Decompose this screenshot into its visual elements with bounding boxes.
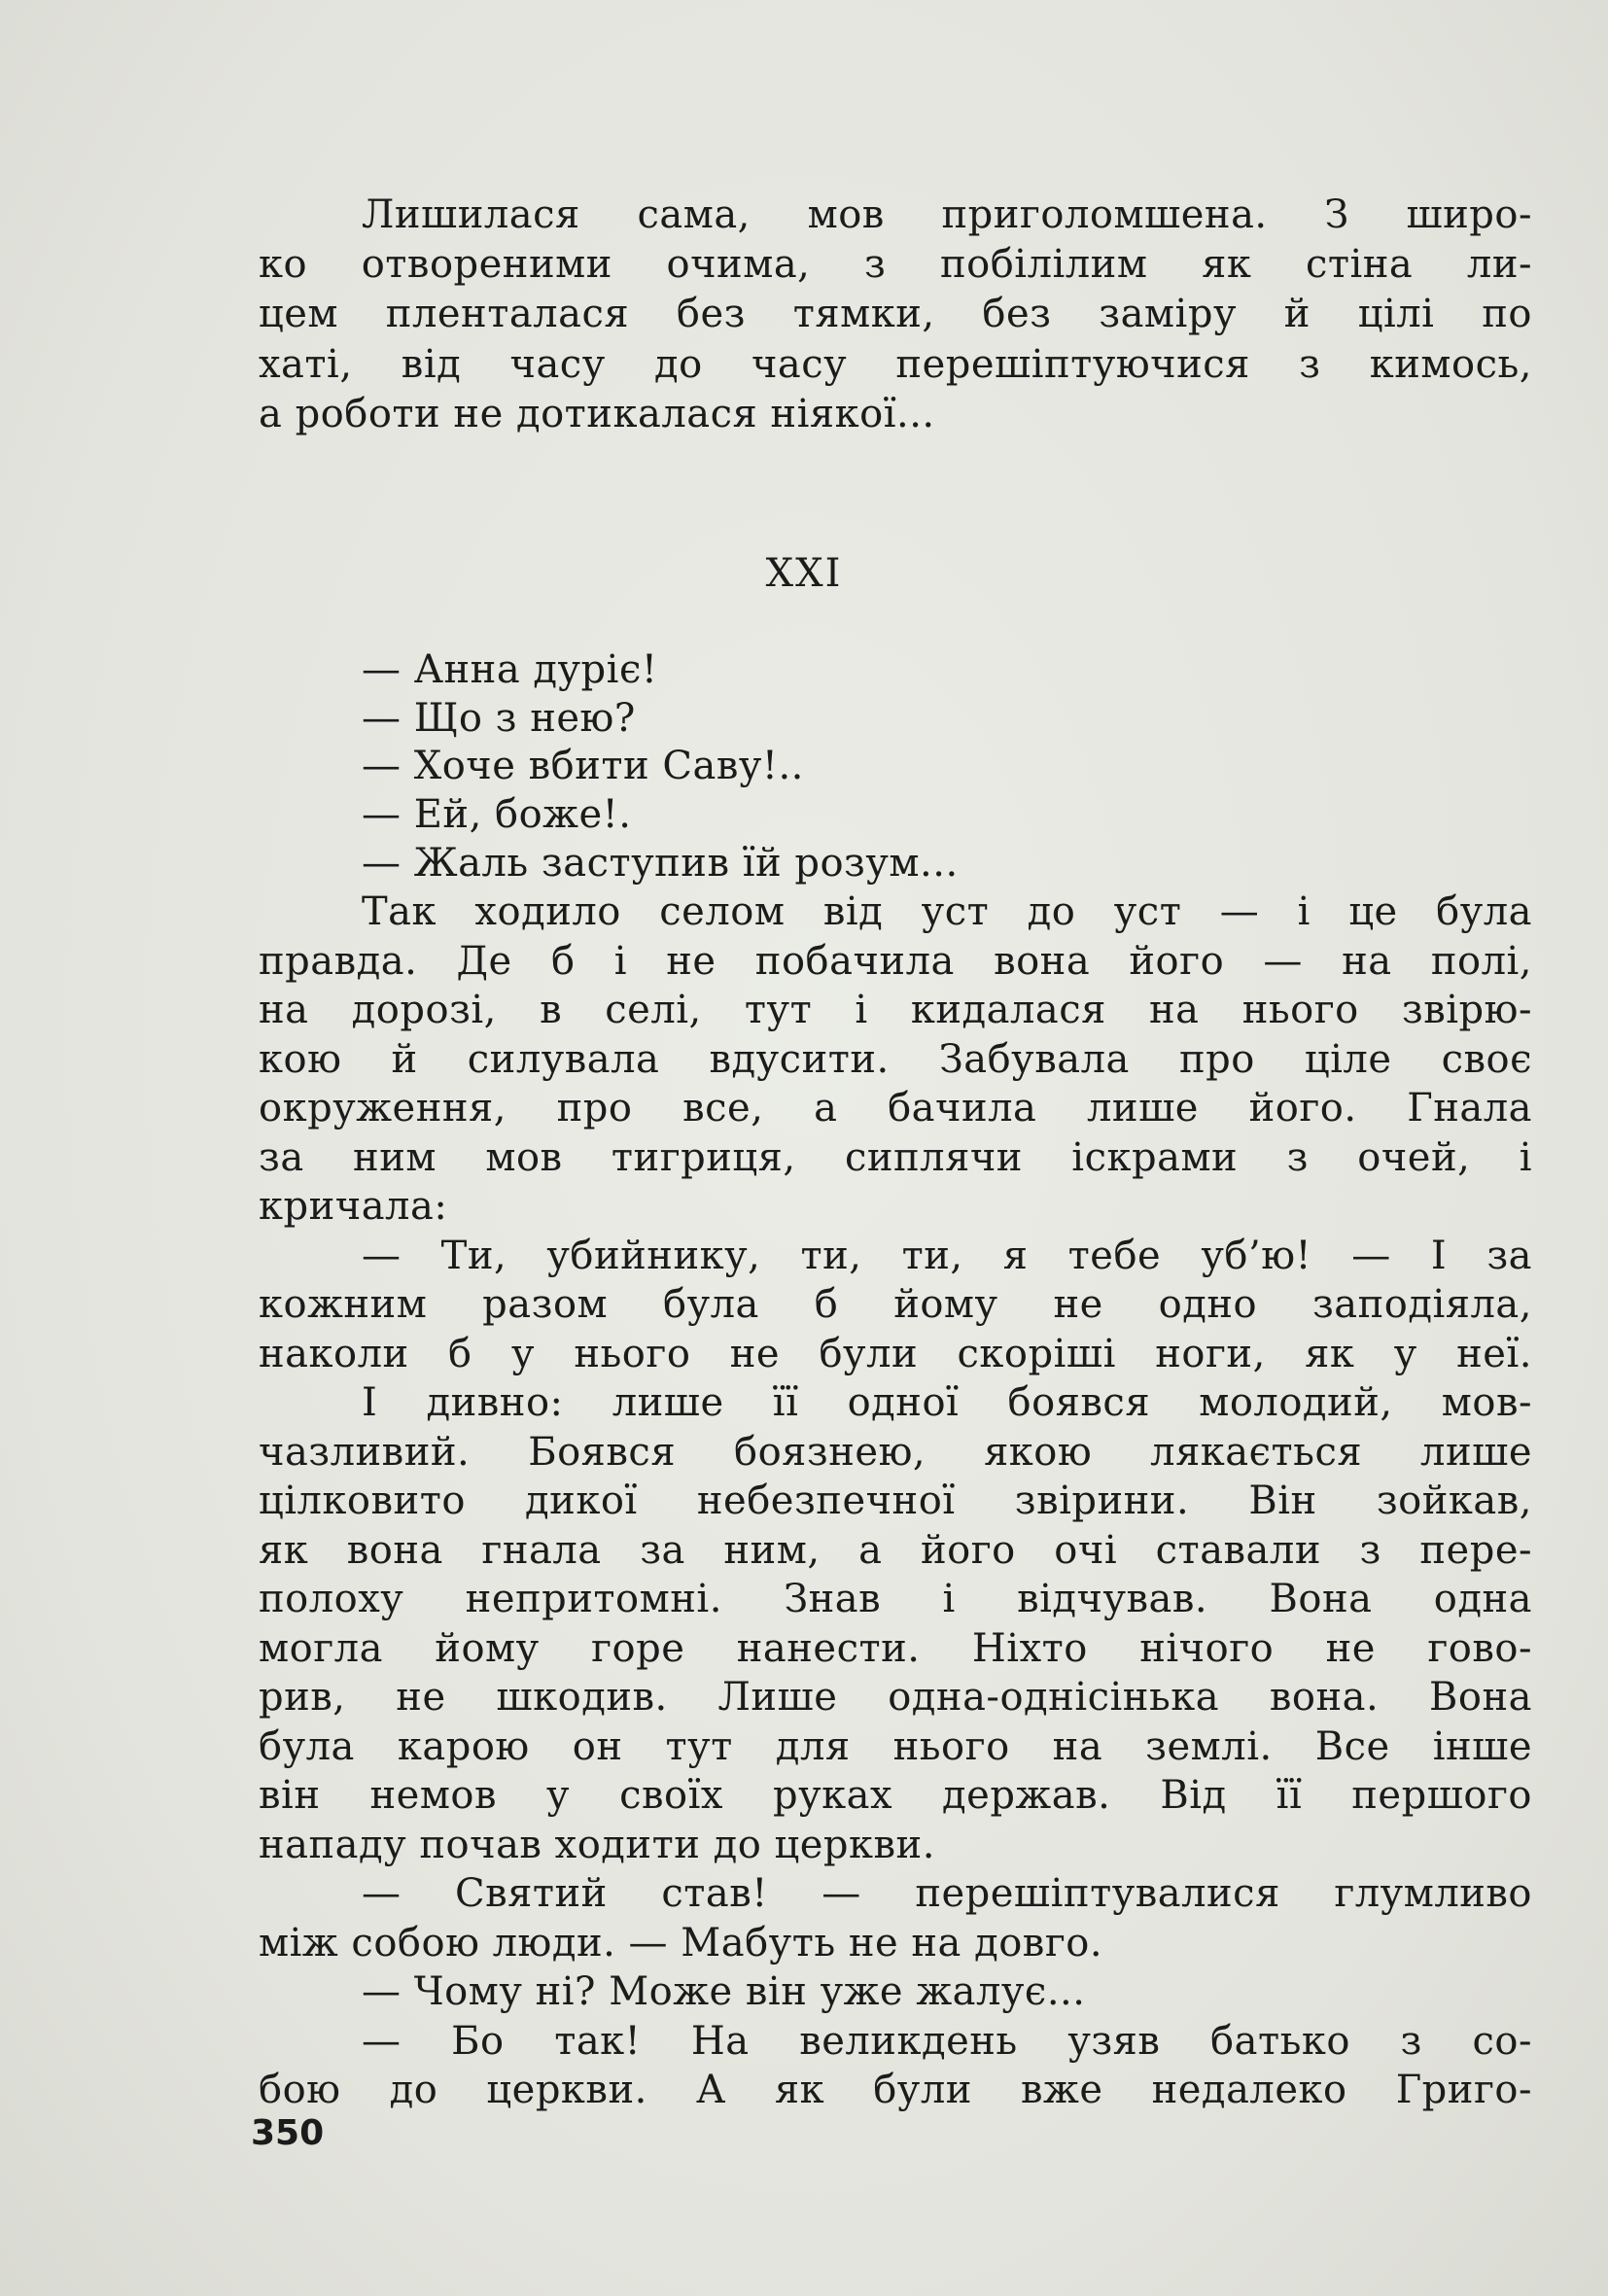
- text-line: як вона гнала за ним, а його очі ставали з пере-: [259, 1528, 1532, 1573]
- page-number: 350: [251, 2113, 325, 2153]
- text-line: наколи б у нього не були скоріші ноги, як у неї.: [259, 1332, 1532, 1376]
- text-line: нападу почав ходити до церкви.: [259, 1823, 935, 1867]
- text-line: а роботи не дотикалася ніякої...: [259, 392, 935, 436]
- text-line: могла йому горе нанести. Ніхто нічого не гово-: [259, 1626, 1532, 1671]
- text-line: на дорозі, в селі, тут і кидалася на нього звірю-: [259, 988, 1532, 1032]
- text-line: окруження, про все, а бачила лише його. Гнала: [259, 1086, 1532, 1131]
- text-line: він немов у своїх руках держав. Від її першого: [259, 1773, 1532, 1818]
- text-line: кою й силувала вдусити. Забувала про ціле своє: [259, 1037, 1532, 1082]
- text-line: кричала:: [259, 1184, 448, 1229]
- dialogue-line: — Бо так! На великдень узяв батько з со-: [362, 2019, 1532, 2064]
- text-line: бою до церкви. А як були вже недалеко Григо-: [259, 2068, 1532, 2112]
- text-line: правда. Де б і не побачила вона його — на полі,: [259, 939, 1532, 984]
- text-line: ко отвореними очима, з побілілим як стіна ли-: [259, 242, 1532, 287]
- dialogue-line: — Що з нею?: [362, 696, 636, 741]
- text-line: за ним мов тигриця, сиплячи іскрами з очей, і: [259, 1135, 1532, 1180]
- dialogue-line: — Анна дуріє!: [362, 647, 658, 692]
- text-line: — Ти, убийнику, ти, ти, я тебе уб’ю! — І за: [362, 1234, 1532, 1278]
- dialogue-line: — Хоче вбити Саву!..: [362, 744, 804, 788]
- text-line: кожним разом була б йому не одно заподіяла,: [259, 1282, 1532, 1327]
- text-line: І дивно: лише її одної боявся молодий, мов-: [362, 1380, 1532, 1425]
- text-line: Лишилася сама, мов приголомшена. З широ-: [362, 192, 1532, 237]
- text-line: цем пленталася без тямки, без заміру й цілі по: [259, 292, 1532, 336]
- dialogue-line: — Жаль заступив їй розум...: [362, 841, 959, 886]
- text-line: Так ходило селом від уст до уст — і це була: [362, 889, 1532, 934]
- text-line: хаті, від часу до часу перешіптуючися з кимось,: [259, 342, 1532, 387]
- text-line: між собою люди. — Мабуть не на довго.: [259, 1921, 1103, 1966]
- dialogue-line: — Чому ні? Може він уже жалує...: [362, 1969, 1086, 2014]
- text-line: полоху непритомні. Знав і відчував. Вона одна: [259, 1577, 1532, 1621]
- chapter-title: XXI: [765, 551, 843, 596]
- text-line: цілковито дикої небезпечної звірини. Він зойкав,: [259, 1478, 1532, 1523]
- dialogue-line: — Ей, боже!.: [362, 792, 632, 837]
- text-line: рив, не шкодив. Лише одна-однісінька вона. Вона: [259, 1675, 1532, 1720]
- text-line: була карою он тут для нього на землі. Все інше: [259, 1724, 1532, 1769]
- text-line: чазливий. Боявся боязнею, якою лякається лише: [259, 1430, 1532, 1475]
- dialogue-line: — Святий став! — перешіптувалися глумливо: [362, 1871, 1532, 1916]
